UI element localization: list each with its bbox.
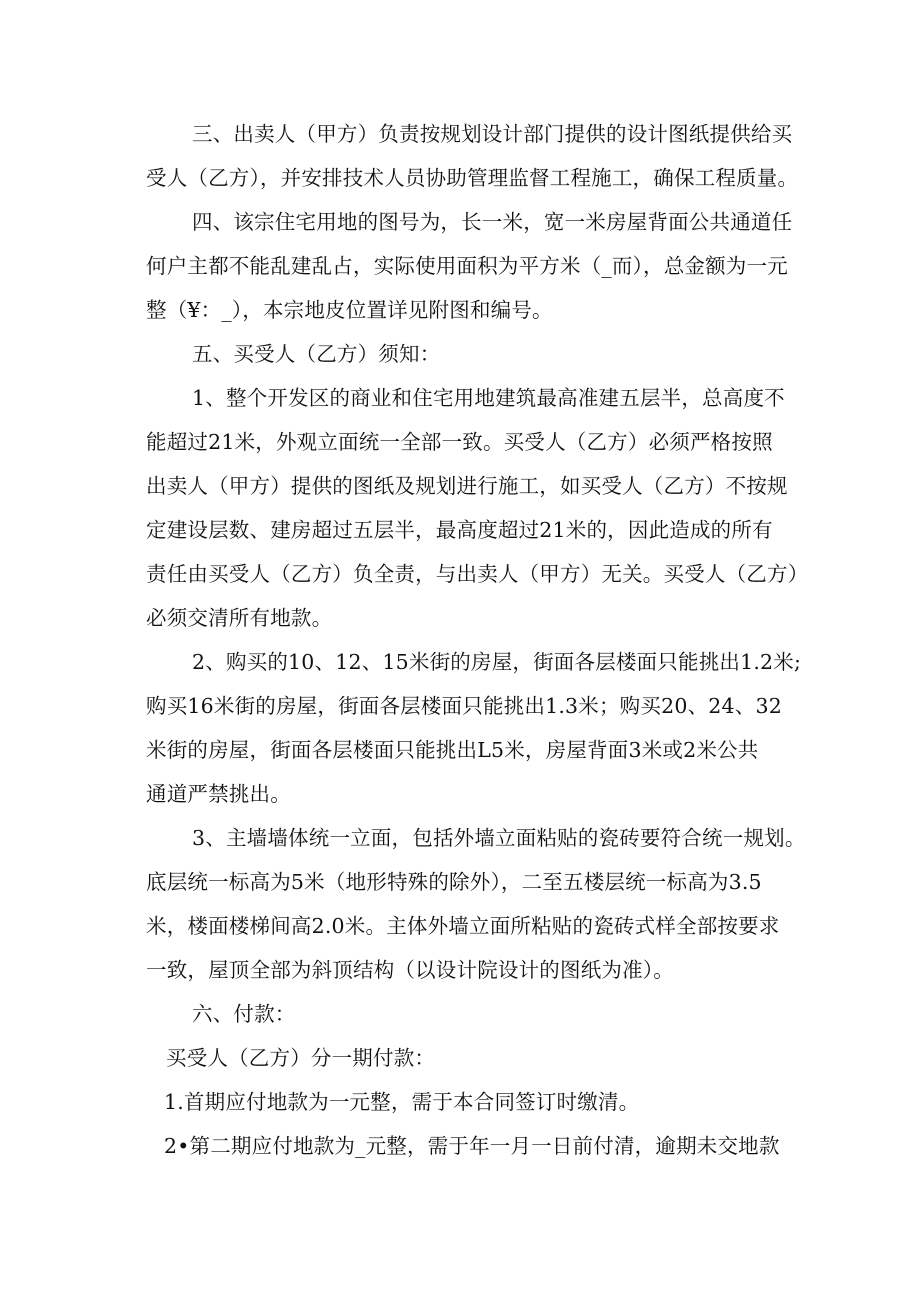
clause-6-heading: 六、付款： [192,1002,296,1026]
item-2-line-4: 通道严禁挑出。 [146,782,291,806]
item-3-line-1: 3、主墙墙体统一立面，包括外墙立面粘贴的瓷砖要符合统一规划。 [192,826,806,850]
item-1-line-6: 必须交清所有地款。 [146,606,333,630]
clause-4-line-3: 整（¥：_），本宗地皮位置详见附图和编号。 [146,298,553,322]
item-2-line-1: 2、购买的10、12、15米街的房屋，街面各层楼面只能挑出1.2米; [192,650,802,674]
clause-3-line-2: 受人（乙方），并安排技术人员协助管理监督工程施工，确保工程质量。 [146,166,799,190]
item-1-line-2: 能超过21米，外观立面统一全部一致。买受人（乙方）必须严格按照 [146,430,773,454]
item-1-line-4: 定建设层数、建房超过五层半，最高度超过21米的，因此造成的所有 [146,518,773,542]
payment-item-1: 1.首期应付地款为一元整，需于本合同签订时缴清。 [164,1090,640,1114]
item-2-line-2: 购买16米街的房屋，街面各层楼面只能挑出1.3米；购买20、24、32 [146,694,782,718]
item-3-line-2: 底层统一标高为5米（地形特殊的除外），二至五楼层统一标高为3.5 [146,870,762,894]
item-1-line-3: 出卖人（甲方）提供的图纸及规划进行施工，如买受人（乙方）不按规 [146,474,788,498]
item-1-line-1: 1、整个开发区的商业和住宅用地建筑最高准建五层半，总高度不 [192,386,785,410]
clause-5-heading: 五、买受人（乙方）须知： [192,342,441,366]
item-3-line-4: 一致，屋顶全部为斜顶结构（以设计院设计的图纸为准）。 [146,958,674,982]
clause-4-line-1: 四、该宗住宅用地的图号为，长一米，宽一米房屋背面公共通道任 [192,210,793,234]
clause-4-line-2: 何户主都不能乱建乱占，实际使用面积为平方米（_而），总金额为一元 [146,254,788,278]
payment-intro: 买受人（乙方）分一期付款： [166,1046,436,1070]
clause-3-line-1: 三、出卖人（甲方）负责按规划设计部门提供的设计图纸提供给买 [192,122,793,146]
item-2-line-3: 米街的房屋，街面各层楼面只能挑出L5米，房屋背面3米或2米公共 [146,738,759,762]
item-1-line-5: 责任由买受人（乙方）负全责，与出卖人（甲方）无关。买受人（乙方） [146,562,809,586]
item-3-line-3: 米，楼面楼梯间高2.0米。主体外墙立面所粘贴的瓷砖式样全部按要求 [146,914,780,938]
payment-item-2: 2•第二期应付地款为_元整，需于年一月一日前付清，逾期未交地款 [164,1134,780,1158]
